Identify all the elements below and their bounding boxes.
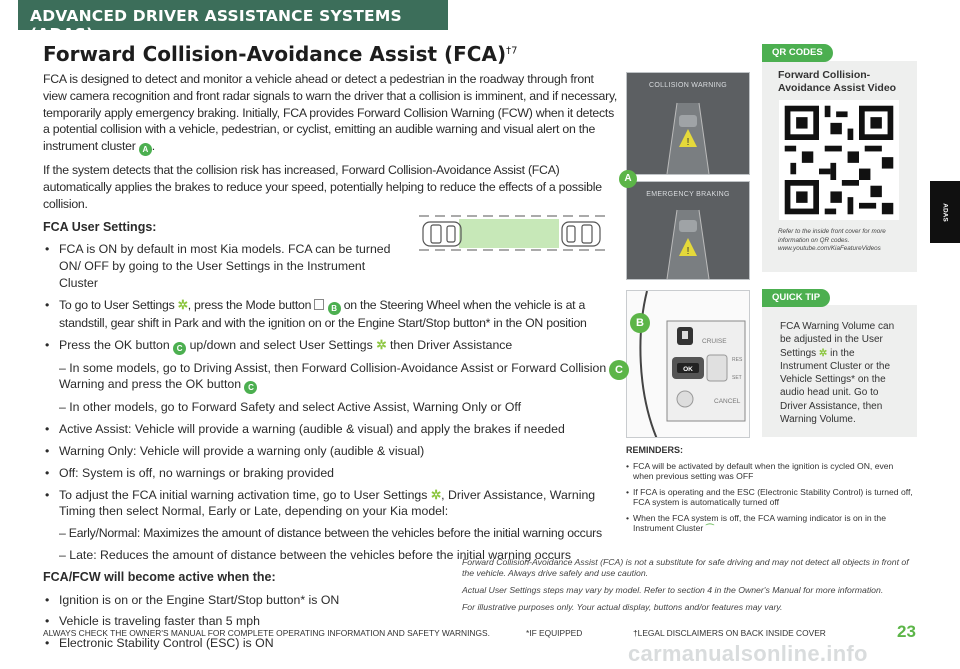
marker-b-callout: B [630,313,650,333]
mode-button-icon [314,299,324,310]
reminders-title: REMINDERS: [626,445,684,455]
sub-driving-assist [43,360,618,395]
s1-text: – In some models, go to Driving Assist, then Forward Collision-Avoidance Assist or Forward Collision Warning and press the OK button [59,360,607,392]
svg-text:OK: OK [683,366,693,373]
qr-pill: QR CODES [762,44,833,62]
marker-a-icon: A [139,143,152,156]
b3b-text: up/down and select User Settings [189,337,373,352]
car-distance-diagram [417,210,612,258]
cruise-label: CRUISE [702,338,727,345]
b2a-text: To go to User Settings [59,297,175,312]
marker-a-callout: A [619,170,637,188]
bullet-active-assist: • Active Assist: Vehicle will provide a warning (audible & visual) and apply the brakes if needed [43,421,618,438]
cancel-label: CANCEL [714,398,741,405]
gear-icon: ✲ [376,337,387,352]
bullet-ignition: • Ignition is on or the Engine Start/Stop button* is ON [43,592,618,609]
bullet-speed: • Vehicle is traveling faster than 5 mph [43,613,618,630]
reminder-r3-text: When the FCA system is off, the FCA warning indicator is on in the Instrument Cluster [633,512,886,533]
b2b-text: , press the Mode button [187,297,312,312]
bullet-press-ok [43,337,618,355]
marker-c-icon: C [244,381,257,394]
active-heading: FCA/FCW will become active when the: [43,569,276,584]
tip-text-b: in the Instrument Cluster or the Vehicle Settings* on the audio head unit. Go to Driver Assistance, then Warning Volume. [780,347,891,426]
steering-wheel-controls [626,290,750,438]
footer-right: †LEGAL DISCLAIMERS ON BACK INSIDE COVER [633,628,826,638]
title-superscript: †7 [506,45,518,57]
sub-early-normal: – Early/Normal: Maximizes the amount of distance between the vehicles before the initial warning occurs [59,526,602,541]
svg-text:!: ! [686,137,690,148]
b3a-text: Press the OK button [59,337,170,352]
disclaimer-2: Actual User Settings steps may vary by model. Refer to section 4 in the Owner's Manual for more information. [462,585,884,595]
gear-icon: ✲ [818,347,828,359]
tip-text-a: FCA Warning Volume can be adjusted in the User Settings [780,321,895,359]
res-label: RES [732,357,743,363]
collision-warning-label: COLLISION WARNING [649,82,727,89]
bullet-warning-timing [43,487,618,521]
footer-mid: *IF EQUIPPED [526,628,583,638]
b7a-text: To adjust the FCA initial warning activation time, go to User Settings [59,487,428,502]
fca-indicator-icon: ⌒ [705,523,715,533]
intro-paragraph-1: FCA is designed to detect and monitor a vehicle ahead or detect a pedestrian in the roadway through front view camera recognition and front radar signals to warn the driver that a collision is imminent, and if necessary, temporarily apply emergency braking. Initially, FCA provides Forward Collision Warning (FCW) when it detects a potential collision with a vehicle, pedestrian, or cyclist, emitting an audible warning and visual alert on the instrument cluster A . [43,72,618,155]
qr-note: Refer to the inside front cover for more information on QR codes. www.youtube.com/KiaFeatureVideos [778,228,886,253]
reminder-item: • FCA will be activated by default when the ignition is cycled ON, even when previous setting was OFF [626,461,916,482]
gear-icon: ✲ [177,297,188,312]
bullet-warning-only: • Warning Only: Vehicle will provide a warning only (audible & visual) [43,443,618,460]
bullet-off: • Off: System is off, no warnings or braking provided [43,465,618,482]
bullet-go-to-settings [43,297,618,332]
section-banner: ADVANCED DRIVER ASSISTANCE SYSTEMS (ADAS) [18,0,448,30]
reminder-item [626,513,916,534]
svg-text:!: ! [686,246,690,257]
reminder-item: • If FCA is operating and the ESC (Electronic Stability Control) is turned off, FCA system is automatically turned off [626,487,916,508]
page-number: 23 [897,622,916,641]
gear-icon: ✲ [430,487,442,502]
marker-b-icon: B [328,302,341,315]
rear-car-icon [423,222,461,246]
quick-tip-text [780,320,904,426]
side-tab-label: ADAS [941,202,949,222]
qr-code-icon[interactable] [779,100,899,220]
intro1-text: FCA is designed to detect and monitor a vehicle ahead or detect a pedestrian in the roadway through front view camera recognition and front radar signals to warn the driver that a collision is imminent, and if necessary, temporarily apply emergency braking. Initially, FCA provides Forward Collision Warning (FCW) when it detects a potential collision with a vehicle, pedestrian, or cyclist, emitting an audible warning and visual alert on the instrument cluster [43,72,618,154]
b2c-text: on the Steering Wheel when the vehicle is at a standstill, gear shift in Park and with the ignition on or the Engine Start/Stop button* in the ON position [59,297,587,330]
b3c-text: then Driver Assistance [389,337,513,352]
qr-title[interactable]: Forward Collision-Avoidance Assist Video [778,69,897,94]
user-settings-heading: FCA User Settings: [43,219,157,234]
side-tab [930,181,960,243]
sub-forward-safety: – In other models, go to Forward Safety and select Active Assist, Warning Only or Off [59,400,522,415]
steering-wheel-graphic [627,291,750,438]
emergency-braking-screen [626,181,750,280]
bullet-esc: • Electronic Stability Control (ESC) is ON [43,635,618,652]
title-text: Forward Collision-Avoidance Assist (FCA) [43,42,507,66]
marker-c-icon: C [173,342,186,355]
disclaimer-3: For illustrative purposes only. Your actual display, buttons and/or features may vary. [462,602,783,612]
disclaimer-block [462,557,917,619]
footer-left: ALWAYS CHECK THE OWNER'S MANUAL FOR COMPLETE OPERATING INFORMATION AND SAFETY WARNINGS. [43,628,490,638]
disclaimer-1: Forward Collision-Avoidance Assist (FCA) is not a substitute for safe driving and may not detect all objects in front of the vehicle. Always drive safely and use caution. [462,557,909,578]
collision-warning-screen [626,72,750,175]
front-car-icon [562,222,600,246]
emergency-braking-label: EMERGENCY BRAKING [646,191,730,198]
bullet-default-on: • FCA is ON by default in most Kia models. FCA can be turned ON/ OFF by going to the User Settings in the Instrument Cluster [43,241,403,291]
set-label: SET [732,375,742,381]
intro-paragraph-2: If the system detects that the collision risk has increased, Forward Collision-Avoidance Assist (FCA) automatically applies the brakes to reduce your speed, potentially helping to reduce the effects of a possible collision. [43,163,602,211]
qr-code-graphic [779,100,899,220]
quick-tip-pill: QUICK TIP [762,289,830,307]
marker-c-callout: C [609,360,629,380]
reminders [626,445,916,539]
watermark: carmanualsonline.info [628,641,868,666]
sub-late: – Late: Reduces the amount of distance between the vehicles before the initial warning occurs [59,547,571,562]
page-title [43,42,517,66]
b7b-text: , Driver Assistance, Warning Timing then select Normal, Early or Late, depending on your Kia model: [59,487,596,519]
